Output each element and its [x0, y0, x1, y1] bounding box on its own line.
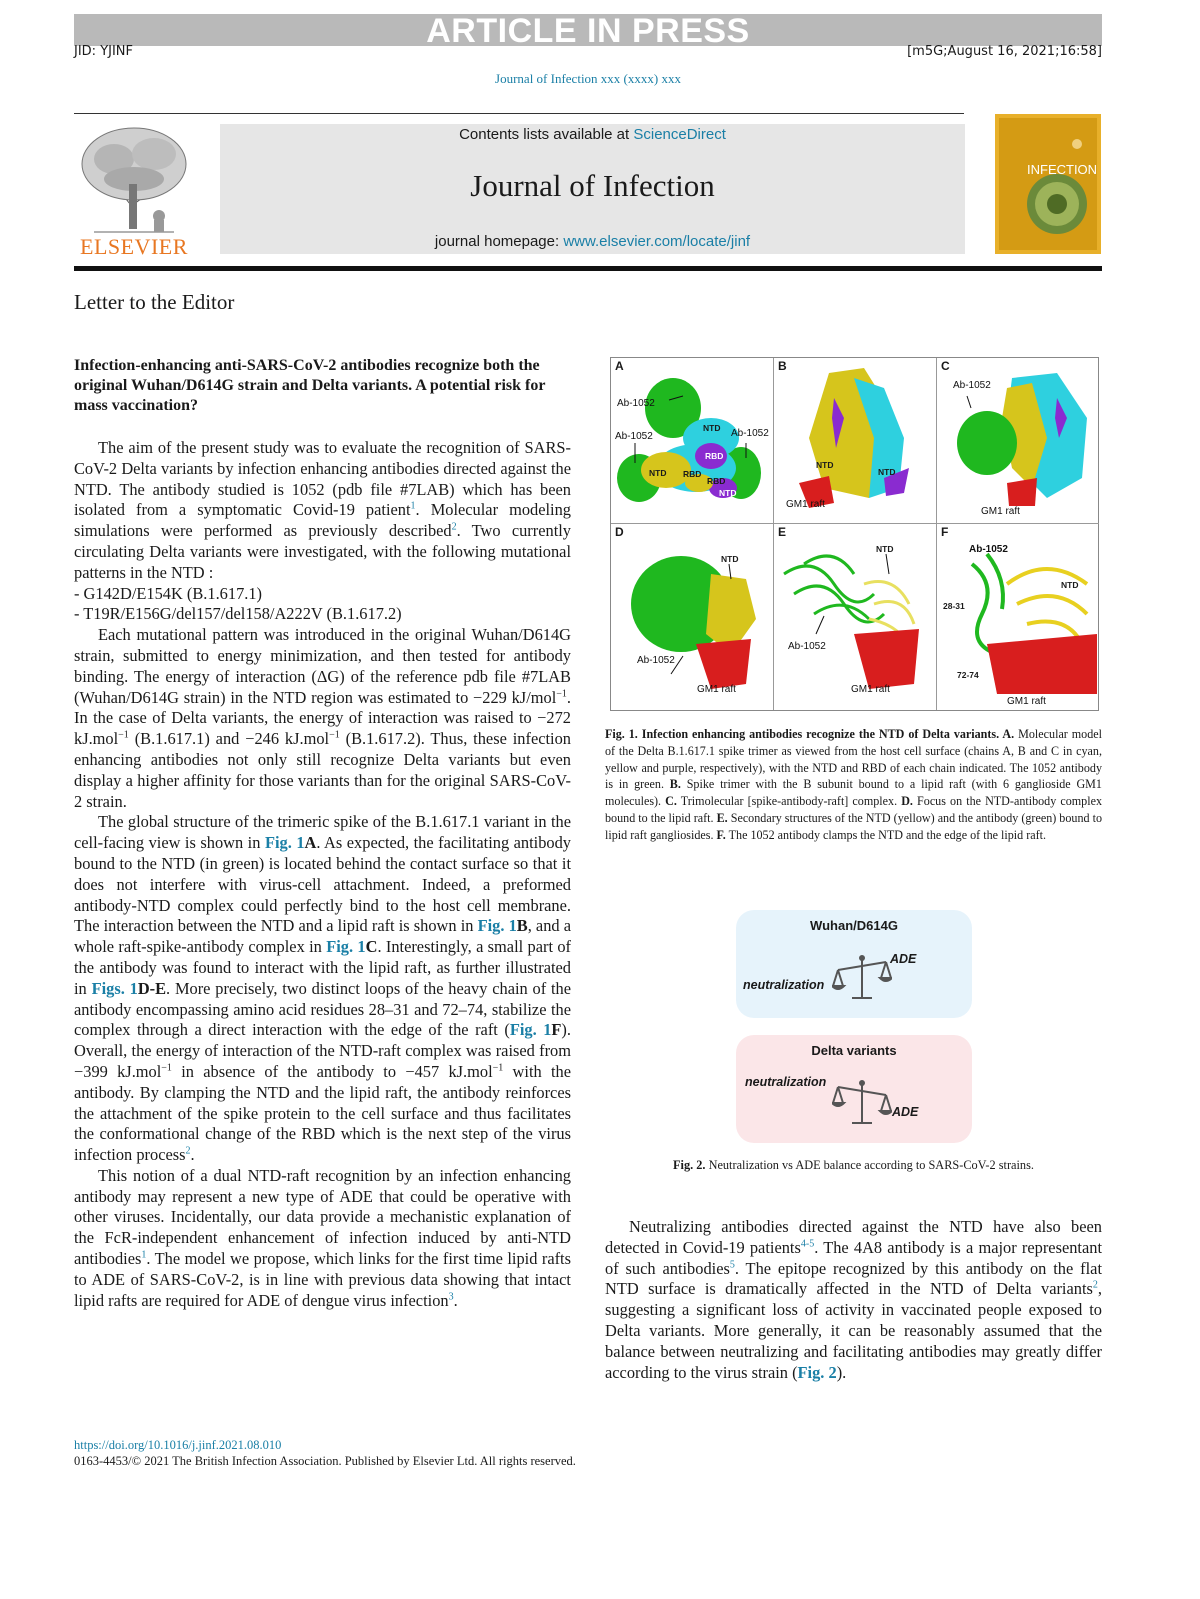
caption-e: Secondary structures of the NTD (yellow) and the antibody (green) bound to lipid raft gangliosides. [605, 810, 1102, 842]
homepage-prefix: journal homepage: [434, 233, 564, 250]
loop-72-74-label: 72-74 [957, 670, 979, 680]
p1-text-c: . Two currently circulating Delta variants were investigated, with the following mutational patterns in the NTD : [74, 521, 571, 582]
p5-text-a: Neutralizing antibodies directed against the NTD have also been detected in Covid-19 patients [605, 1217, 1102, 1257]
copyright: 0163-4453/© 2021 The British Infection Association. Published by Elsevier Ltd. All rights reserved. [74, 1454, 576, 1468]
journal-id: JID: YJINF [74, 44, 134, 59]
journal-cover [995, 114, 1101, 254]
ntd-label: NTD [649, 468, 667, 478]
section-label: Letter to the Editor [74, 290, 235, 314]
panel-letter: C [941, 359, 950, 373]
paragraph-4: This notion of a dual NTD-raft recognition by an infection enhancing antibody may represent a new type of ADE that could be operative with other viruses. Incidentally, our data provide a mechanistic explanation of the FcR-independent enhancement of infection induced by anti-NTD antibodies$^1$. The model we propose, which links for the first time lipid rafts to ADE of SARS-CoV-2, is in line with previous data showing that intact lipid rafts are required for ADE of dengue virus infection$^3$. [74, 1165, 571, 1310]
fig2-link[interactable]: Fig. 2 [797, 1362, 837, 1382]
figure-2-caption [605, 1158, 1102, 1173]
delta-title: Delta variants [811, 1043, 897, 1058]
rbd-label: RBD [683, 469, 702, 479]
ref-3[interactable]: 3 [448, 1291, 454, 1303]
contents-line [220, 126, 965, 143]
caption-a: Molecular model of the Delta B.1.617.1 spike trimer as viewed from the host cell surface (chains A, B and C in cyan, yellow and purple, respectively), with the NTD and RBD of each chain indicated. The 1052 antibody is in green. [605, 727, 1102, 792]
gm1-raft-label: GM1 raft [1007, 696, 1046, 707]
panel-letter: B [778, 359, 787, 373]
p3-text-b: . As expected, the facilitating antibody bound to the NTD (in green) is located behind the contact surface so that it does not interfere with virus-cell attachment. Indeed, a preformed antibody-NTD complex could perfectly bind to the host cell membrane. The interaction between the NTD and a lipid raft is shown in [74, 833, 571, 936]
gm1-raft-label: GM1 raft [697, 684, 736, 695]
neutralization-label: neutralization [745, 1075, 827, 1089]
ab1052-label: Ab-1052 [788, 641, 826, 652]
caption-d: Focus on the NTD-antibody complex bound to the lipid raft. [605, 794, 1103, 825]
caption-label: Fig. 2. [673, 1158, 706, 1172]
rbd-label: RBD [705, 451, 724, 461]
gm1-raft-label: GM1 raft [981, 506, 1020, 517]
fig1f-link[interactable] [510, 1020, 562, 1039]
ref-1[interactable]: 1 [141, 1249, 147, 1261]
ab1052-label: Ab-1052 [731, 428, 769, 439]
panel-letter: F [941, 525, 949, 539]
panel-letter: D [615, 525, 624, 539]
mutation-1: - G142D/E154K (B.1.617.1) [74, 583, 263, 603]
ntd-label: NTD [816, 460, 834, 470]
caption-b: Spike trimer with the B subunit bound to a lipid raft (with 6 ganglioside GM1 molecules). [605, 777, 1102, 809]
exponent: −1 [161, 1062, 172, 1074]
fig-ref-number[interactable]: 1 [357, 937, 366, 957]
ntd-label: NTD [876, 544, 894, 554]
publisher-name: ELSEVIER [80, 234, 188, 259]
p3-text-e: . More precisely, two distinct loops of the heavy chain of the antibody encompassing amino acid residues 28–31 and 72–74, stabilize the complex through a direct interaction with the edge of the raft ( [74, 978, 571, 1040]
ab1052-label: Ab-1052 [637, 655, 675, 666]
mutation-2: - T19R/E156G/del157/del158/A222V (B.1.617.2) [74, 604, 402, 624]
ntd-label: NTD [721, 554, 739, 564]
ref-2[interactable]: 2 [185, 1145, 191, 1157]
fig-ref-panel[interactable]: F [551, 1020, 562, 1040]
ref-2[interactable]: 2 [451, 521, 457, 533]
secondary-structure-image [774, 524, 936, 710]
p2-text-a: Each mutational pattern was introduced in the original Wuhan/D614G strain, submitted to energy minimization, and then tested for antibody binding. The energy of interaction (ΔG) of the reference pdb file #7LAB (Wuhan/D614G strain) in the NTD region was estimated to −229 kJ/mol [74, 625, 571, 707]
paragraph-2 [74, 625, 571, 812]
fig-ref-panel[interactable]: C [365, 937, 378, 957]
rbd-label: RBD [707, 476, 726, 486]
caption-title: Fig. 1. Infection enhancing antibodies recognize the NTD of Delta variants. A. [605, 727, 1015, 741]
panel-letter: E [778, 525, 787, 539]
paragraph-5 [605, 1217, 1102, 1383]
caption-c-label: C. [665, 794, 677, 809]
wuhan-title: Wuhan/D614G [810, 918, 898, 933]
antibody-clamp-image [937, 524, 1098, 710]
exponent: −1 [118, 729, 129, 741]
fig-ref-panel[interactable]: A [304, 833, 317, 853]
doi-link[interactable]: https://doi.org/10.1016/j.jinf.2021.08.010 [74, 1438, 282, 1452]
p3-text-g: in absence of the antibody to −457 kJ.mol [171, 1061, 493, 1081]
p3-text-c: , and a whole raft-spike-antibody complex in [74, 916, 571, 957]
p1-text-a: The aim of the present study was to evaluate the recognition of SARS-CoV-2 Delta variants by infection enhancing antibodies directed against the NTD. The antibody studied is 1052 (pdb file #7LAB) which has been isolated from a symptomatic Covid-19 patient [74, 438, 571, 520]
fig1a-link[interactable] [265, 833, 316, 852]
figure-1-panel-d [611, 524, 774, 710]
wuhan-panel [736, 910, 972, 1018]
paragraph-3: The global structure of the trimeric spike of the B.1.617.1 variant in the cell-facing view is shown in Fig. 1A. As expected, the facilitating antibody bound to the NTD (in green) is located behind the contact surface so that it does not interfere with virus-cell attachment. Indeed, a preformed antibody-NTD complex could perfectly bind to the host cell membrane. The interaction between the NTD and a lipid raft is shown in Fig. 1B, and a whole raft-spike-antibody complex in Fig. 1C. Interestingly, a small part of the antibody was found to interact with the lipid raft, as further illustrated in Figs. 1D-E. More precisely, two distinct loops of the heavy chain of the antibody encompassing amino acid residues 28–31 and 72–74, stabilize the complex through a direct interaction with the edge of the raft (Fig. 1F). Overall, the energy of interaction of the NTD-raft complex was raised from −399 kJ.mol$^{-1}$ in absence of the antibody to −457 kJ.mol$^{-1}$ with the antibody. By clamping the NTD and the lipid raft, the antibody reinforces the attachment of the spike protein to the cell surface and thus facilitates the conformational change of the RBD which is the next step of the virus infection process$^2$. [74, 812, 571, 1165]
fig-ref-prefix[interactable]: Fig. [477, 916, 509, 936]
right-column [605, 1217, 1102, 1383]
p4-text-b: . The model we propose, which links for the first time lipid rafts to ADE of SARS-CoV-2, is in line with previous data showing that intact lipid rafts are required for ADE of dengue virus infection [74, 1249, 571, 1310]
fig1de-link[interactable] [92, 979, 166, 998]
delta-panel [736, 1035, 972, 1143]
left-column [74, 438, 571, 1311]
p3-text-d: . Interestingly, a small part of the antibody was found to interact with the lipid raft, as further illustrated in [74, 937, 571, 998]
figure-1-panel-f [937, 524, 1099, 710]
journal-cover-image [995, 114, 1101, 254]
p3-text-f: ). Overall, the energy of interaction of the NTD-raft complex was raised from −399 kJ.mol [74, 1020, 571, 1081]
article-title: Infection-enhancing anti-SARS-CoV-2 antibodies recognize both the original Wuhan/D614G strain and Delta variants. A potential risk for mass vaccination? [74, 357, 546, 414]
figure-1-panel-b [774, 358, 937, 524]
fig-ref-prefix[interactable]: Fig. 1 [509, 1020, 552, 1040]
cover-title: INFECTION [1027, 162, 1098, 177]
caption-c: Trimolecular [spike-antibody-raft] complex. [676, 794, 902, 809]
fig-ref-panel[interactable]: B [516, 916, 528, 936]
exponent: −1 [329, 729, 340, 741]
banner-text: ARTICLE IN PRESS [426, 12, 750, 50]
p2-text-b: . In the case of Delta variants, the energy of interaction was raised to −272 kJ.mol [74, 687, 571, 749]
homepage-line [220, 233, 965, 250]
ntd-antibody-raft-image [611, 524, 773, 710]
caption-text: Neutralization vs ADE balance according to SARS-CoV-2 strains. [705, 1158, 1034, 1172]
p5-text-d: , suggesting a significant loss of activity in vaccinated people exposed to Delta variants. More generally, it can be reasonably assumed that the balance between neutralizing and facilitating antibodies may greatly differ according to the virus strain ( [605, 1279, 1102, 1382]
ade-label: ADE [890, 952, 917, 966]
p1-text-b: . Molecular modeling simulations were performed as previously described [74, 500, 572, 541]
p2-text-c: (B.1.617.1) and −246 kJ.mol [128, 729, 330, 749]
journal-reference[interactable]: Journal of Infection xxx (xxxx) xxx [495, 71, 681, 86]
exponent: −1 [492, 1062, 504, 1074]
fig-ref-prefix[interactable]: Figs. [91, 978, 130, 998]
header-thick-rule [74, 266, 1102, 271]
ntd-label: NTD [1061, 580, 1079, 590]
p5-text-c: . The epitope recognized by this antibody on the flat NTD surface is dramatically affected in the NTD of Delta variants [605, 1258, 1102, 1299]
fig-ref-number[interactable]: 1 [508, 916, 517, 936]
ab1052-label: Ab-1052 [969, 544, 1008, 555]
ntd-label: NTD [719, 488, 737, 498]
header-rule [74, 113, 964, 114]
journal-title: Journal of Infection [470, 168, 715, 203]
fig-ref-number[interactable]: 1 [129, 978, 138, 998]
figure-1-caption [605, 726, 1102, 844]
fig1c-link[interactable] [326, 937, 377, 956]
sciencedirect-link[interactable]: ScienceDirect [633, 126, 726, 143]
panel-letter: A [615, 359, 624, 373]
p3-text-h: with the antibody. By clamping the NTD and the lipid raft, the antibody reinforces the attachment of the spike protein to the cell surface and thus facilitates the conformational change of the RBD which is the next step of the virus infection process [74, 1061, 571, 1165]
fig-ref-prefix[interactable]: Fig. [264, 833, 297, 853]
balance-scale-icon [832, 1075, 892, 1129]
mutation-list [74, 584, 571, 626]
journal-header [220, 124, 965, 254]
caption-e-label: E. [716, 810, 728, 825]
fig-ref-number[interactable]: 1 [296, 833, 305, 853]
homepage-link[interactable]: www.elsevier.com/locate/jinf [563, 233, 751, 250]
gm1-raft-label: GM1 raft [786, 499, 825, 510]
p4-text-a: This notion of a dual NTD-raft recognition by an infection enhancing antibody may represent a new type of ADE that could be operative with other viruses. Incidentally, our data provide a mechanistic explanation of the FcR-independent enhancement of infection induced by anti-NTD antibodies [74, 1165, 571, 1269]
exponent: −1 [556, 688, 567, 700]
fig-ref-prefix[interactable]: Fig. [326, 937, 358, 957]
caption-f-label: F. [716, 827, 726, 842]
figure-1-panel-e [774, 524, 937, 710]
caption-b-label: B. [669, 777, 681, 792]
gm1-raft-label: GM1 raft [851, 684, 890, 695]
ab1052-label: Ab-1052 [953, 380, 991, 391]
ref-4-5[interactable]: 4-5 [800, 1238, 815, 1250]
p2-text-d: (B.1.617.2). Thus, these infection enhancing antibodies not only still recognize Delta variants but even display a higher affinity for those variants than for the original SARS-CoV-2 strain. [74, 729, 571, 811]
p5-text-b: . The 4A8 antibody is a major representant of such antibodies [605, 1237, 1102, 1278]
ntd-label: NTD [878, 467, 896, 477]
contents-prefix: Contents lists available at [459, 126, 634, 143]
article-in-press-banner [74, 12, 1102, 50]
fig-ref-panel[interactable]: D-E [137, 978, 167, 998]
ref-2[interactable]: 2 [1092, 1279, 1098, 1291]
timestamp: [m5G;August 16, 2021;16:58] [907, 44, 1102, 59]
balance-scale-icon [832, 950, 892, 1004]
ade-label: ADE [892, 1105, 919, 1119]
paragraph-1 [74, 438, 571, 584]
loop-28-31-label: 28-31 [943, 601, 965, 611]
ref-5[interactable]: 5 [729, 1259, 735, 1271]
ntd-label: NTD [703, 423, 721, 433]
p3-text-a: The global structure of the trimeric spike of the B.1.617.1 variant in the cell-facing view is shown in [74, 812, 571, 853]
ref-1[interactable]: 1 [410, 500, 416, 512]
elsevier-logo [74, 124, 194, 259]
fig1b-link[interactable] [478, 916, 528, 935]
ab1052-label: Ab-1052 [617, 398, 655, 409]
neutralization-label: neutralization [743, 978, 825, 992]
caption-d-label: D. [901, 794, 913, 809]
figure-1-panel-a [611, 358, 774, 524]
ab1052-label: Ab-1052 [615, 431, 653, 442]
caption-f: The 1052 antibody clamps the NTD and the edge of the lipid raft. [725, 827, 1047, 842]
p5-text-e: ). [836, 1362, 847, 1382]
figure-1 [610, 357, 1099, 711]
figure-1-panel-c [937, 358, 1099, 524]
